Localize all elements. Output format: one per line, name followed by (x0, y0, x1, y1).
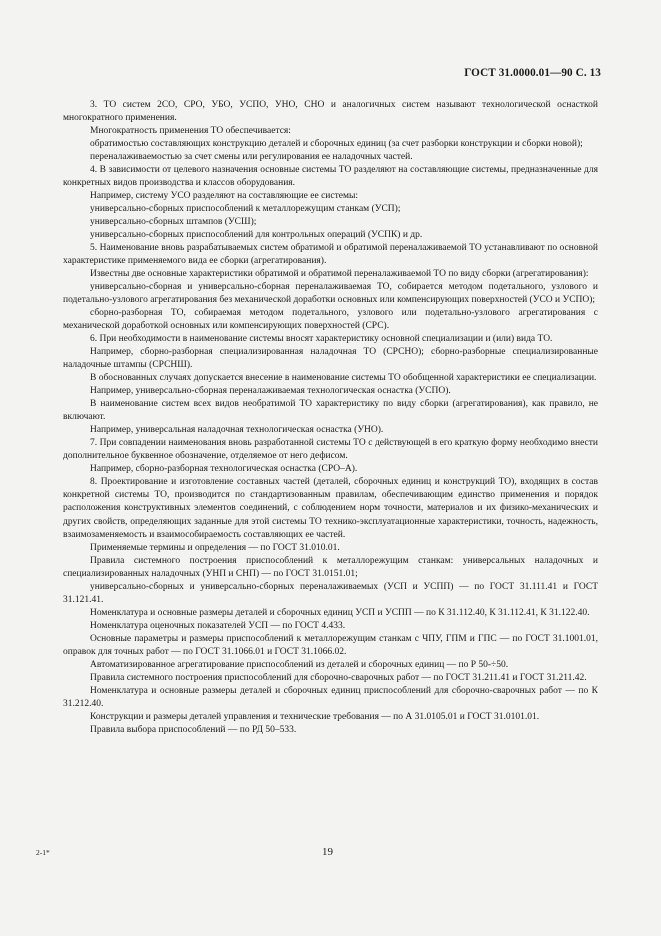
paragraph: обратимостью составляющих конструкцию деталей и сборочных единиц (за счет разборки конструкции и сборки новой); (90, 139, 583, 150)
paragraph: В обоснованных случаях допускается внесение в наименование системы ТО обобщенной характеристики ее специализации. (90, 373, 597, 384)
paragraph: универсально-сборных приспособлений для контрольных операций (УСПК) и др. (90, 230, 423, 241)
paragraph: Например, сборно-разборная технологическая оснастка (СРО–А). (90, 464, 358, 475)
paragraph: Например, систему УСО разделяют на составляющие ее системы: (90, 191, 358, 202)
paragraph: универсально-сборная и универсально-сборная переналаживаемая ТО, собирается методом подетального, узлового и подетально-узлового агрегатирования без механической доработки основных или компенсирующих поверхностей (УСО и УСПО); (63, 282, 598, 306)
paragraph: 6. При необходимости в наименование системы вносят характеристику основной специализации и (или) вида ТО. (90, 334, 553, 345)
paragraph: 5. Наименование вновь разрабатываемых систем обратимой и обратимой переналаживаемой ТО устанавливают по основной характеристике применяемого вида ее сборки (агрегатирования). (63, 243, 598, 267)
paragraph: Например, универсальная наладочная технологическая оснастка (УНО). (90, 425, 384, 436)
paragraph: Например, универсально-сборная переналаживаемая технологическая оснастка (УСПО). (90, 386, 451, 397)
paragraph: Например, сборно-разборная специализированная наладочная ТО (СРСНО); сборно-разборные специализированные наладочные штампы (СРСНШ). (63, 347, 598, 371)
page-number: 19 (322, 846, 333, 858)
paragraph: Конструкции и размеры деталей управления и технические требования — по А 31.0105.01 и ГОСТ 31.0101.01. (90, 711, 540, 722)
paragraph: Правила системного построения приспособлений к металлорежущим станкам: универсальных наладочных и специализированных наладочных (УНП и СНП) — по ГОСТ 31.0151.01; (63, 555, 598, 579)
page-header: ГОСТ 31.0000.01—90 С. 13 (464, 67, 601, 79)
paragraph: Автоматизированное агрегатирование приспособлений из деталей и сборочных единиц — по Р 50-÷50. (90, 659, 509, 670)
paragraph: универсально-сборных и универсально-сборных переналаживаемых (УСП и УСПП) — по ГОСТ 31.111.41 и ГОСТ 31.121.41. (63, 581, 598, 605)
paragraph: 7. При совпадении наименования вновь разработанной системы ТО с действующей в его краткую форму необходимо внести дополнительное буквенное обозначение, отделяемое от него дефисом. (63, 438, 598, 462)
paragraph: Многократность применения ТО обеспечивается: (90, 126, 291, 137)
paragraph: В наименование систем всех видов необратимой ТО характеристику по виду сборки (агрегатирования), как правило, не включают. (63, 399, 598, 423)
paragraph: Применяемые термины и определения — по ГОСТ 31.010.01. (90, 542, 340, 553)
paragraph: 8. Проектирование и изготовление составных частей (деталей, сборочных единиц и конструкций ТО), входящих в состав конкретной системы ТО, производится по стандартизованным правилам, обеспечивающим единство применения и порядок расположения конструктивных элементов соединений, с соблюдением норм точности, материалов и их физико-механических и других свойств, определяющих заданные для этой системы ТО технико-эксплуатационные характеристики, точность, надежность, взаимозаменяемость и взаимособираемость составляющих ее частей. (63, 477, 598, 540)
document-body (63, 99, 598, 737)
paragraph: Номенклатура и основные размеры деталей и сборочных единиц приспособлений для сборочно-сварочных работ — по К 31.212.40. (63, 685, 598, 709)
paragraph: универсально-сборных приспособлений к металлорежущим станкам (УСП); (90, 204, 401, 215)
paragraph: 3. ТО систем 2СО, СРО, УБО, УСПО, УНО, СНО и аналогичных систем называют технологической оснасткой многократного применения. (63, 100, 598, 124)
sheet-mark: 2-1* (36, 848, 50, 857)
paragraph: Правила выбора приспособлений — по РД 50–533. (90, 724, 297, 735)
paragraph: Номенклатура и основные размеры деталей и сборочных единиц УСП и УСПП — по К 31.112.40, К 31.112.41, К 31.122.40. (90, 607, 590, 618)
paragraph: Основные параметры и размеры приспособлений к металлорежущим станкам с ЧПУ, ГПМ и ГПС — по ГОСТ 31.1001.01, оправок для точных работ — по ГОСТ 31.1066.01 и ГОСТ 31.1066.02. (63, 633, 598, 657)
paragraph: Правила системного построения приспособлений для сборочно-сварочных работ — по ГОСТ 31.211.41 и ГОСТ 31.211.42. (90, 672, 587, 683)
paragraph: сборно-разборная ТО, собираемая методом подетального, узлового или подетально-узлового агрегатирования с механической доработкой основных или компенсирующих поверхностей (СРС). (63, 308, 598, 332)
paragraph: Номенклатура оценочных показателей УСП — по ГОСТ 4.433. (90, 620, 346, 631)
paragraph: Известны две основные характеристики обратимой и обратимой переналаживаемой ТО по виду сборки (агрегатирования): (90, 269, 589, 280)
paragraph: 4. В зависимости от целевого назначения основные системы ТО разделяют на составляющие системы, предназначенные для конкретных видов производства и классов оборудования. (63, 165, 598, 189)
paragraph: переналаживаемостью за счет смены или регулирования ее наладочных частей. (90, 152, 413, 163)
paragraph: универсально-сборных штампов (УСШ); (90, 217, 257, 228)
